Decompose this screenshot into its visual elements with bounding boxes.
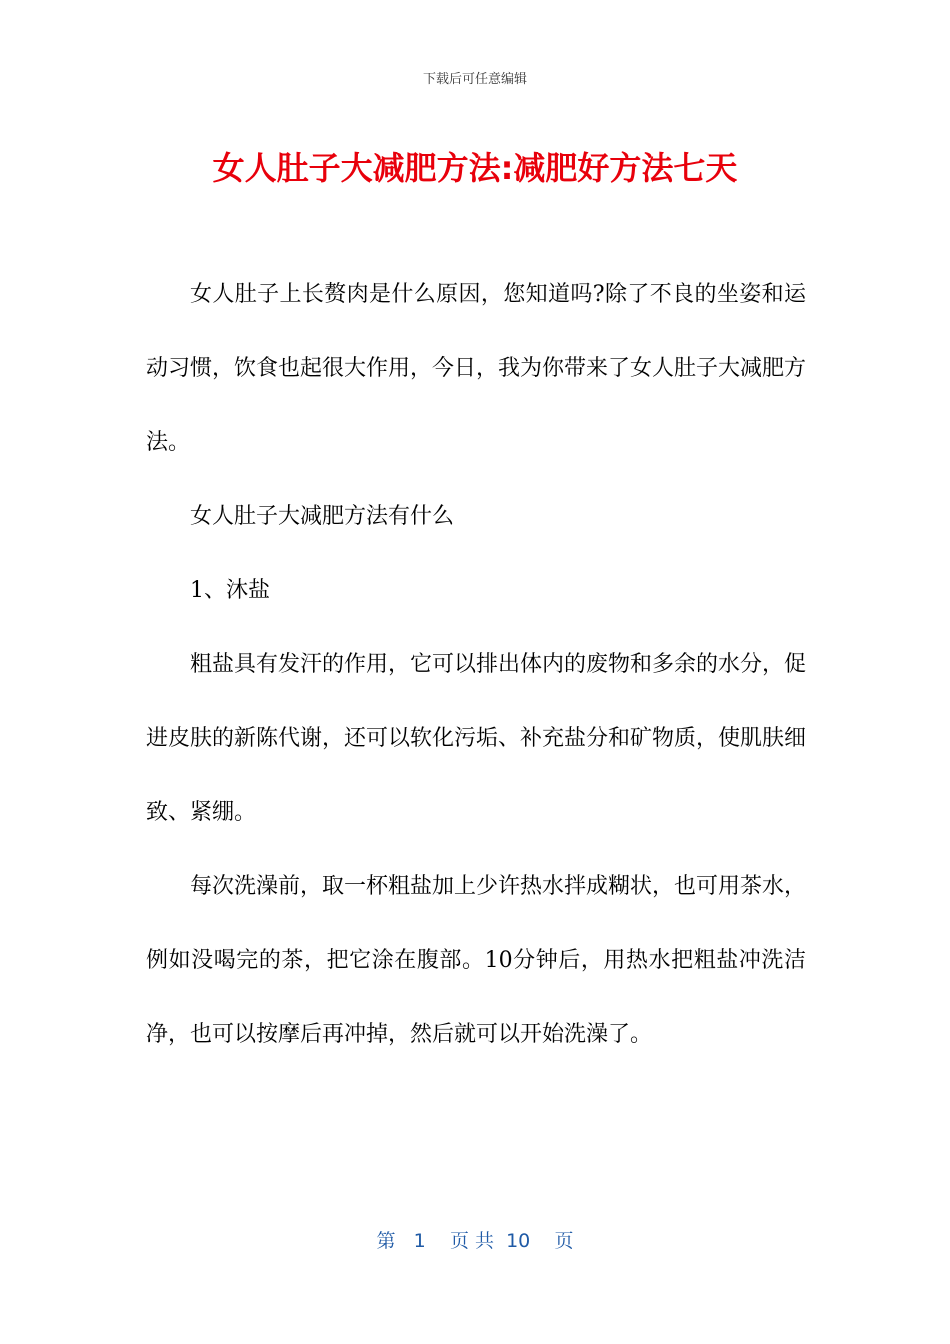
document-body [146,258,806,1072]
footer-suffix: 页 [554,1230,574,1252]
document-title: 女人肚子大减肥方法:减肥好方法七天 [212,149,738,187]
footer-prefix: 第 [376,1230,396,1252]
paragraph: 1、沐盐 [190,578,270,603]
paragraph: 每次洗澡前，取一杯粗盐加上少许热水拌成糊状，也可用茶水，例如没喝完的茶，把它涂在腹部。10分钟后，用热水把粗盐冲洗洁净，也可以按摩后再冲掉，然后就可以开始洗澡了。 [146,874,807,1047]
paragraph: 女人肚子上长赘肉是什么原因，您知道吗?除了不良的坐姿和运动习惯，饮食也起很大作用，今日，我为你带来了女人肚子大减肥方法。 [146,282,807,455]
footer-current-page: 1 [413,1230,426,1252]
paragraph: 粗盐具有发汗的作用，它可以排出体内的废物和多余的水分，促进皮肤的新陈代谢，还可以软化污垢、补充盐分和矿物质，使肌肤细致、紧绷。 [146,652,807,825]
footer-total-pages: 10 [506,1230,531,1252]
footer-middle: 页 共 [449,1230,494,1252]
page-footer [0,1226,950,1253]
paragraph: 女人肚子大减肥方法有什么 [190,504,455,529]
header-note: 下载后可任意编辑 [422,72,527,87]
